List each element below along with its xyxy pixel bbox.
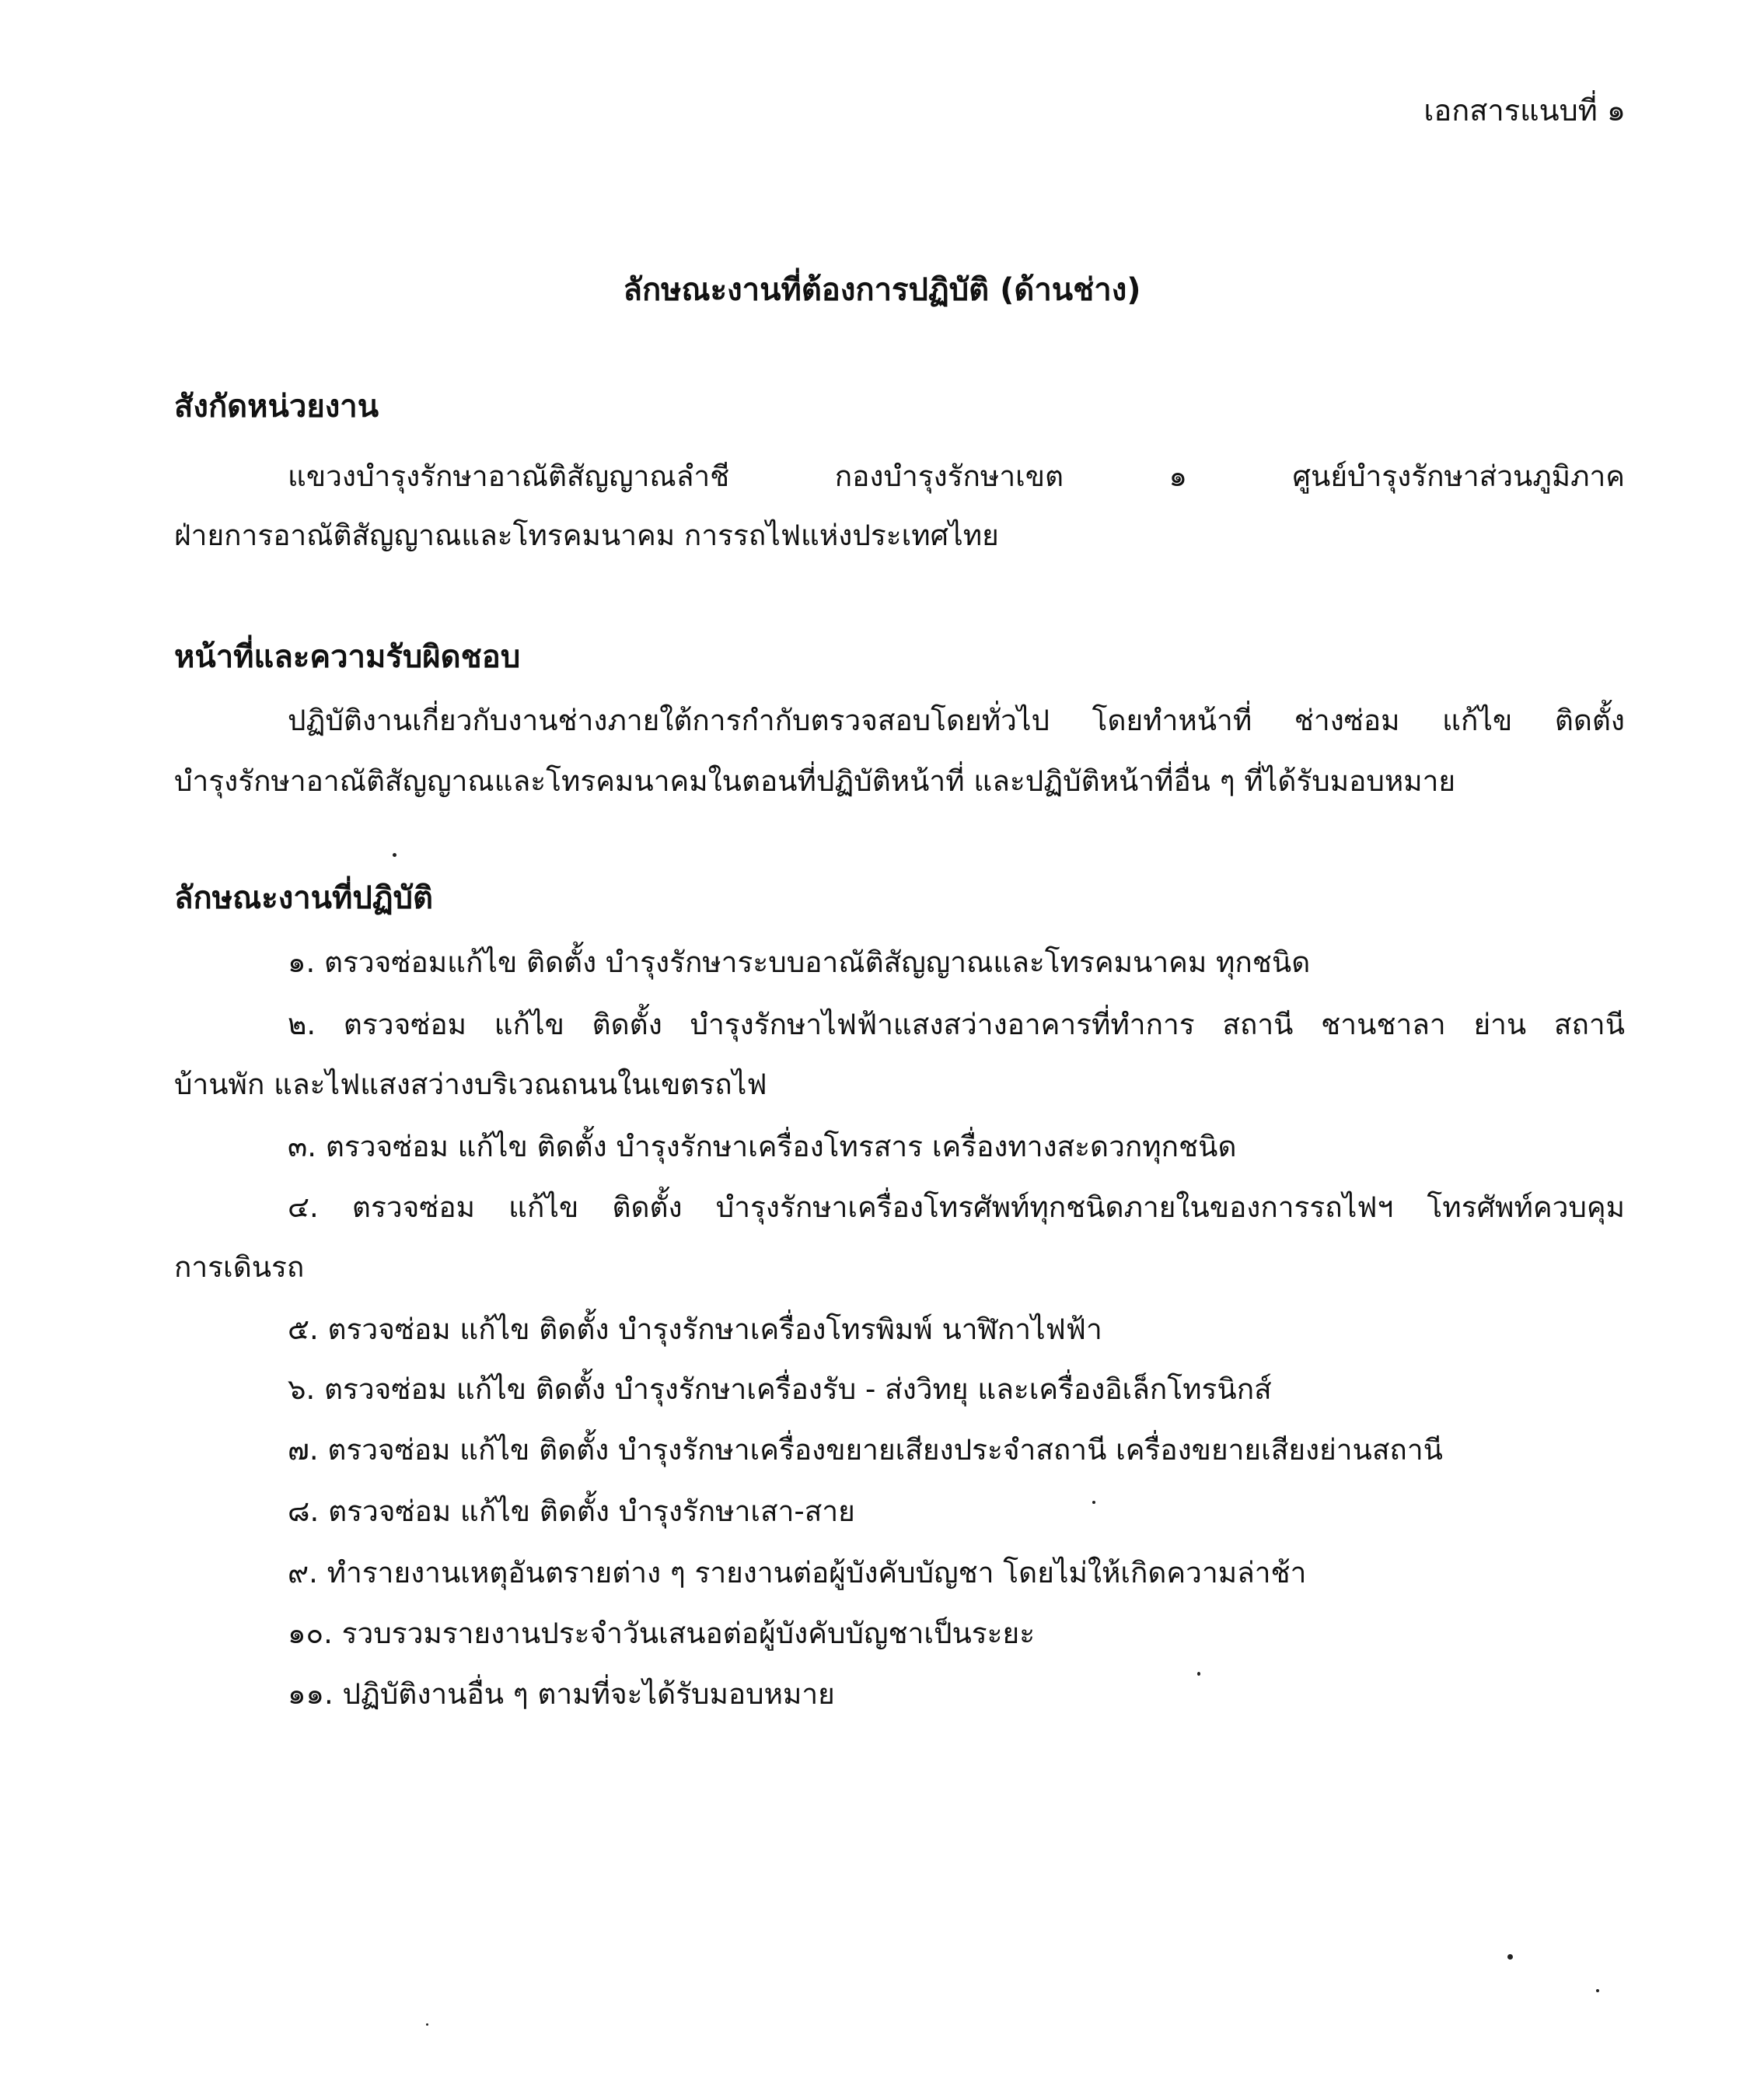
work-item-11: ๑๑. ปฏิบัติงานอื่น ๆ ตามที่จะได้รับมอบหมาย [288, 1677, 835, 1711]
work-heading: ลักษณะงานที่ปฏิบัติ [174, 880, 434, 916]
work-item-6: ๖. ตรวจซ่อม แก้ไข ติดตั้ง บำรุงรักษาเครื่องรับ - ส่งวิทยุ และเครื่องอิเล็กโทรนิกส์ [288, 1372, 1272, 1406]
duties-heading: หน้าที่และความรับผิดชอบ [174, 639, 521, 675]
work-item-8: ๘. ตรวจซ่อม แก้ไข ติดตั้ง บำรุงรักษาเสา-สาย [288, 1495, 855, 1528]
scan-speck [1507, 1954, 1513, 1960]
affiliation-heading: สังกัดหน่วยงาน [174, 389, 379, 425]
work-item-2-continuation: บ้านพัก และไฟแสงสว่างบริเวณถนนในเขตรถไฟ [174, 1068, 767, 1101]
scan-speck [393, 853, 396, 857]
affiliation-line-2: ฝ่ายการอาณัติสัญญาณและโทรคมนาคม การรถไฟแห่งประเทศไทย [174, 519, 999, 552]
work-item-4: ๔. ตรวจซ่อม แก้ไข ติดตั้ง บำรุงรักษาเครื่องโทรศัพท์ทุกชนิดภายในของการรถไฟฯ โทรศัพท์ควบคุม [288, 1191, 1625, 1224]
work-item-2: ๒. ตรวจซ่อม แก้ไข ติดตั้ง บำรุงรักษาไฟฟ้าแสงสว่างอาคารที่ทำการ สถานี ชานชาลา ย่าน สถานี [288, 1008, 1625, 1041]
scan-speck [426, 2023, 428, 2026]
scan-speck [1092, 1501, 1095, 1504]
work-item-7: ๗. ตรวจซ่อม แก้ไข ติดตั้ง บำรุงรักษาเครื่องขยายเสียงประจำสถานี เครื่องขยายเสียงย่านสถานี [288, 1433, 1443, 1467]
document-title: ลักษณะงานที่ต้องการปฏิบัติ (ด้านช่าง) [623, 272, 1141, 308]
affiliation-line-1: แขวงบำรุงรักษาอาณัติสัญญาณลำชี กองบำรุงรักษาเขต ๑ ศูนย์บำรุงรักษาส่วนภูมิภาค [288, 460, 1625, 493]
duties-line-2: บำรุงรักษาอาณัติสัญญาณและโทรคมนาคมในตอนที่ปฏิบัติหน้าที่ และปฏิบัติหน้าที่อื่น ๆ ที่ได้รับมอบหมาย [174, 764, 1456, 798]
work-item-10: ๑๐. รวบรวมรายงานประจำวันเสนอต่อผู้บังคับบัญชาเป็นระยะ [288, 1617, 1036, 1650]
work-item-5: ๕. ตรวจซ่อม แก้ไข ติดตั้ง บำรุงรักษาเครื่องโทรพิมพ์ นาฬิกาไฟฟ้า [288, 1313, 1102, 1346]
work-item-4-continuation: การเดินรถ [174, 1250, 305, 1284]
work-item-3: ๓. ตรวจซ่อม แก้ไข ติดตั้ง บำรุงรักษาเครื่องโทรสาร เครื่องทางสะดวกทุกชนิด [288, 1130, 1237, 1163]
attachment-label: เอกสารแนบที่ ๑ [1423, 93, 1626, 128]
work-item-1: ๑. ตรวจซ่อมแก้ไข ติดตั้ง บำรุงรักษาระบบอาณัติสัญญาณและโทรคมนาคม ทุกชนิด [288, 946, 1311, 979]
scan-speck [1596, 1989, 1599, 1992]
duties-line-1: ปฏิบัติงานเกี่ยวกับงานช่างภายใต้การกำกับตรวจสอบโดยทั่วไป โดยทำหน้าที่ ช่างซ่อม แก้ไข ติดตั้ง [288, 704, 1625, 737]
scan-speck [1197, 1672, 1200, 1676]
work-item-9: ๙. ทำรายงานเหตุอันตรายต่าง ๆ รายงานต่อผู้บังคับบัญชา โดยไม่ให้เกิดความล่าช้า [288, 1556, 1307, 1589]
